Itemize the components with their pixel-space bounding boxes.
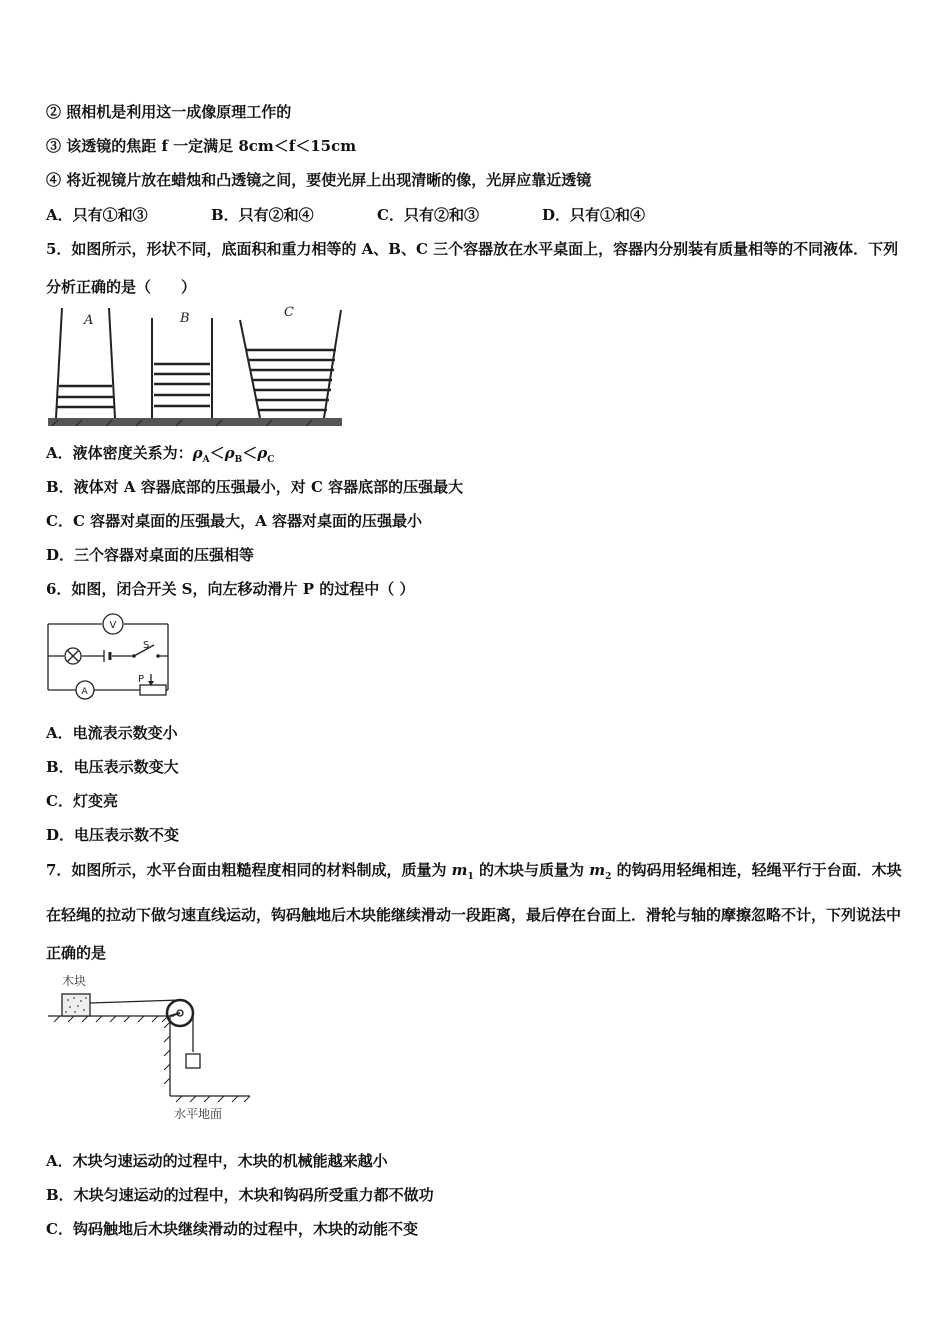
hook-weight bbox=[186, 1054, 200, 1068]
q7-stem: 7．如图所示，水平台面由粗糙程度相同的材料制成，质量为 $m_1$ 的木块与质量为 $m_2$ 的钩码用轻绳相连，轻绳平行于台面．木块在轻绳的拉动下做匀速直线运动，钩码触地后木块能继续滑动一段距离，最后停在台面上．滑轮与轴的摩擦忽略不计，下列说法中正确的是 bbox=[46, 861, 902, 962]
label-container-c: C bbox=[284, 305, 294, 320]
q7-option-c: C．钩码触地后木块继续滑动的过程中，木块的动能不变 bbox=[46, 1220, 418, 1238]
q4-statement-2: ② 照相机是利用这一成像原理工作的 bbox=[46, 103, 292, 121]
q7-option-b: B．木块匀速运动的过程中，木块和钩码所受重力都不做功 bbox=[46, 1186, 434, 1204]
q6-stem: 6．如图，闭合开关 S，向左移动滑片 P 的过程中（ ） bbox=[46, 580, 415, 598]
slider-label: P bbox=[138, 674, 145, 685]
q5-option-a: A．液体密度关系为：$\rho_A<\rho_B<\rho_C$ bbox=[46, 444, 275, 465]
q6-option-b: B．电压表示数变大 bbox=[46, 758, 179, 776]
switch-label: S bbox=[143, 640, 150, 651]
q4-option-d: D．只有①和④ bbox=[542, 206, 646, 224]
rheostat-icon bbox=[140, 685, 166, 695]
table-surface bbox=[48, 418, 342, 426]
q5-option-c: C．C 容器对桌面的压强最大，A 容器对桌面的压强最小 bbox=[46, 512, 422, 530]
q4-statement-4: ④ 将近视镜片放在蜡烛和凸透镜之间，要使光屏上出现清晰的像，光屏应靠近透镜 bbox=[46, 171, 592, 189]
q5-option-d: D．三个容器对桌面的压强相等 bbox=[46, 546, 255, 564]
q4-statement-3: ③ 该透镜的焦距 f 一定满足 8cm＜f＜15cm bbox=[46, 137, 357, 155]
voltmeter-label: V bbox=[109, 620, 117, 631]
q4-option-a: A．只有①和③ bbox=[46, 206, 148, 224]
wood-block-label: 木块 bbox=[62, 974, 87, 988]
label-container-b: B bbox=[180, 311, 190, 326]
q6-option-a: A．电流表示数变小 bbox=[46, 724, 178, 742]
q6-circuit-figure bbox=[44, 612, 174, 704]
q4-option-b: B．只有②和④ bbox=[211, 206, 314, 224]
q5-containers-figure bbox=[46, 300, 346, 432]
q4-options bbox=[46, 204, 645, 225]
q7-option-a: A．木块匀速运动的过程中，木块的机械能越来越小 bbox=[46, 1152, 388, 1170]
q4-option-c: C．只有②和③ bbox=[377, 206, 479, 224]
q5-option-b: B．液体对 A 容器底部的压强最小，对 C 容器底部的压强最大 bbox=[46, 478, 464, 496]
q6-option-c: C．灯变亮 bbox=[46, 792, 118, 810]
ground-label: 水平地面 bbox=[174, 1107, 223, 1121]
ammeter-label: A bbox=[81, 687, 88, 697]
q6-option-d: D．电压表示数不变 bbox=[46, 826, 180, 844]
q7-pulley-figure bbox=[44, 970, 264, 1125]
label-container-a: A bbox=[84, 313, 94, 328]
q5-stem: 5．如图所示，形状不同，底面积和重力相等的 A、B、C 三个容器放在水平桌面上，容器内分别装有质量相等的不同液体．下列分析正确的是（ ） bbox=[46, 240, 899, 296]
